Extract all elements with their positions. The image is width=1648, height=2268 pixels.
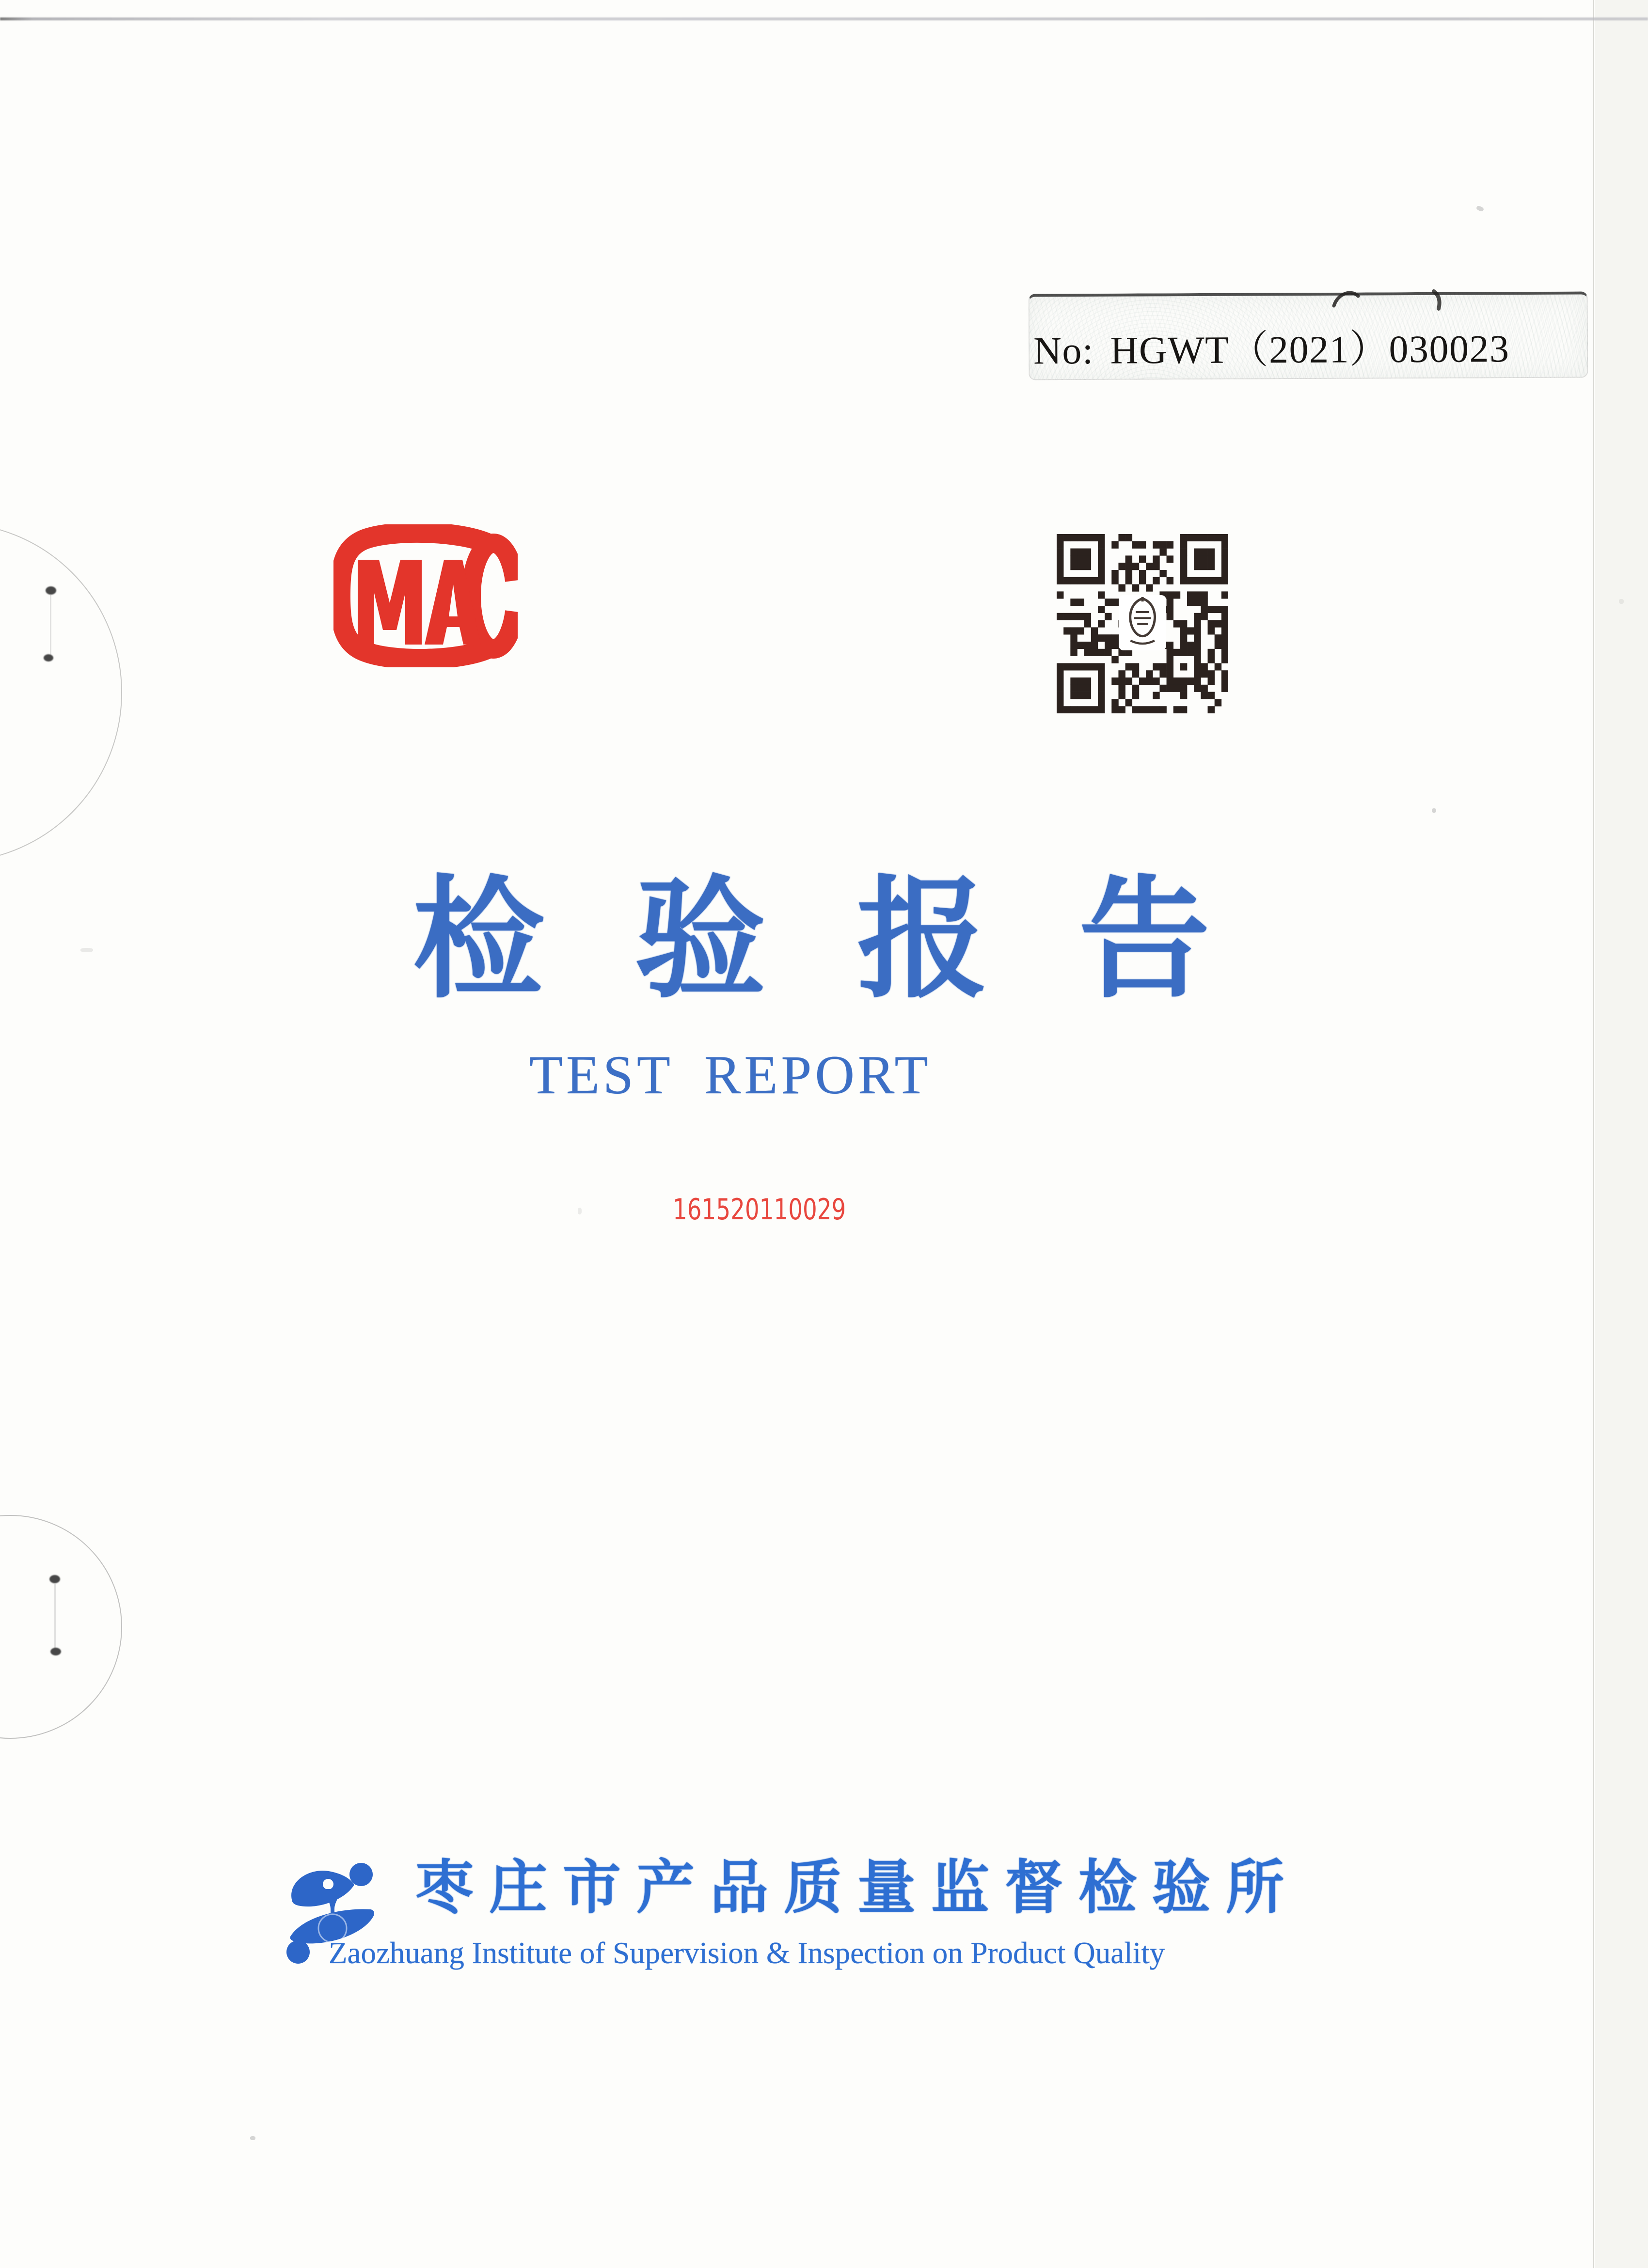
pen-marks [1323, 279, 1469, 317]
scan-speck [250, 2136, 255, 2140]
page-title: 检验报告 [413, 868, 1301, 1013]
scan-speck [1619, 599, 1624, 604]
qr-code [1057, 534, 1228, 713]
staple-mark [50, 1648, 61, 1655]
cma-logo-graphic [333, 524, 518, 667]
paper-right-edge [1593, 0, 1594, 2268]
qr-code-graphic [1057, 534, 1228, 713]
report-number-sticker [1029, 291, 1588, 380]
page-title-english: TEST REPORT [529, 1045, 932, 1105]
logo-top-ball [349, 1863, 373, 1886]
staple-shadow-lower [54, 1584, 56, 1650]
institute-name-zh: 枣庄市产品质量监督检验所 [415, 1856, 1299, 1920]
seal-impression-lower [0, 1515, 122, 1739]
report-number-text [1033, 328, 1510, 373]
scan-speck [80, 948, 93, 952]
report-number-value: HGWT（2021）030023 [1110, 328, 1510, 372]
institute-name-en: Zaozhuang Institute of Supervision & Inspection on Product Quality [329, 1936, 1165, 1970]
staple-mark [49, 1575, 60, 1583]
report-number-prefix: No: [1033, 329, 1094, 373]
staple-shadow-upper [50, 595, 51, 656]
scan-speck [1476, 205, 1484, 212]
staple-mark [46, 586, 56, 595]
staple-mark [44, 654, 53, 662]
scanner-background-strip [1595, 0, 1648, 2268]
logo-bottom-ball [286, 1940, 310, 1964]
cma-license-number: 161520110029 [673, 1193, 846, 1227]
logo-leaf-hole [323, 1879, 333, 1890]
logo-top-leaf [291, 1871, 354, 1906]
scan-speck [578, 1208, 582, 1214]
cma-letter-m [358, 560, 422, 645]
paper-top-edge [0, 17, 1648, 20]
scan-speck [1432, 808, 1436, 813]
seal-impression-upper [0, 522, 122, 863]
